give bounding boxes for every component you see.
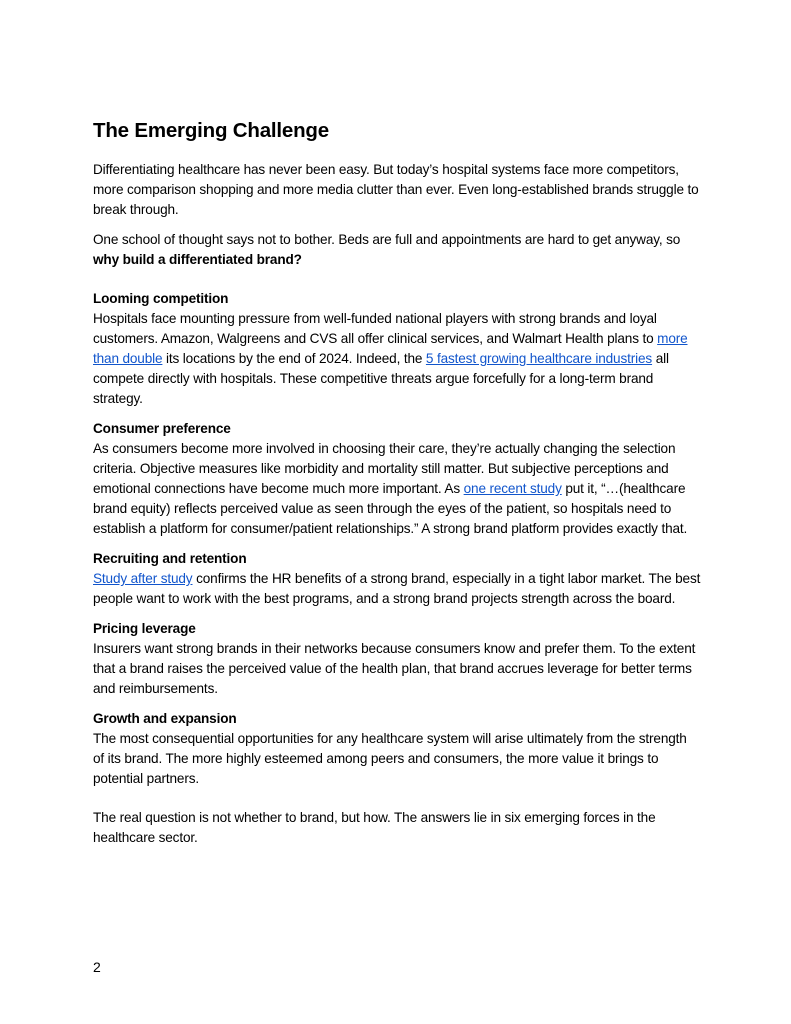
document-body — [93, 114, 713, 848]
text-segment: confirms the HR benefits of a strong brand, especially in a tight labor market. The best — [192, 571, 701, 586]
study-after-study-link[interactable]: Study after study — [93, 571, 193, 586]
text-line: brand equity) reflects perceived value as seen through the eyes of the patient, so hospitals need to — [93, 501, 672, 516]
section-heading: Pricing leverage — [93, 621, 196, 636]
text-segment: all — [652, 351, 669, 366]
text-line — [93, 329, 713, 349]
text-line: Insurers want strong brands in their networks because consumers know and prefer them. To the extent — [93, 641, 696, 656]
text-line: potential partners. — [93, 771, 199, 786]
section-consumer-preference — [93, 419, 713, 539]
text-line: and reimbursements. — [93, 681, 218, 696]
text-line: break through. — [93, 202, 179, 217]
text-line: strategy. — [93, 391, 143, 406]
page-number: 2 — [93, 959, 101, 975]
text-segment: emotional connections have become much more important. As — [93, 481, 464, 496]
bold-question: why build a differentiated brand? — [93, 252, 302, 267]
section-heading: Looming competition — [93, 291, 229, 306]
text-line: The real question is not whether to brand, but how. The answers lie in six emerging forces in the — [93, 810, 656, 825]
text-line: Differentiating healthcare has never been easy. But today’s hospital systems face more competitors, — [93, 162, 679, 177]
text-line: establish a platform for consumer/patient relationships.” A strong brand platform provides exactly that. — [93, 521, 688, 536]
text-line: people want to work with the best programs, and a strong brand projects strength across the board. — [93, 591, 676, 606]
page-title: The Emerging Challenge — [93, 119, 329, 142]
text-line: One school of thought says not to bother. Beds are full and appointments are hard to get anyway, so — [93, 232, 681, 247]
fastest-growing-industries-link[interactable]: 5 fastest growing healthcare industries — [425, 351, 653, 366]
text-line: criteria. Objective measures like morbidity and mortality still matter. But subjective perceptions and — [93, 461, 669, 476]
text-line: Hospitals face mounting pressure from well-funded national players with strong brands and loyal — [93, 311, 657, 326]
text-line — [93, 349, 713, 369]
text-line — [93, 569, 713, 589]
section-heading: Growth and expansion — [93, 711, 237, 726]
text-line: healthcare sector. — [93, 830, 198, 845]
text-line: more comparison shopping and more media clutter than ever. Even long-established brands struggle to — [93, 182, 699, 197]
section-heading: Consumer preference — [93, 421, 231, 436]
section-looming-competition — [93, 289, 713, 409]
text-segment: its locations by the end of 2024. Indeed, the — [162, 351, 426, 366]
closing-paragraph — [93, 808, 713, 848]
text-segment: customers. Amazon, Walgreens and CVS all offer clinical services, and Walmart Health plans to — [93, 331, 658, 346]
text-line: As consumers become more involved in choosing their care, they’re actually changing the selection — [93, 441, 676, 456]
text-line: The most consequential opportunities for any healthcare system will arise ultimately from the strength — [93, 731, 687, 746]
intro-paragraph — [93, 160, 713, 220]
more-than-double-link[interactable]: more — [657, 331, 688, 346]
text-segment: put it, “…(healthcare — [561, 481, 686, 496]
text-line: compete directly with hospitals. These competitive threats argue forcefully for a long-term brand — [93, 371, 654, 386]
text-line — [93, 479, 713, 499]
section-growth-expansion — [93, 709, 713, 789]
section-pricing-leverage — [93, 619, 713, 699]
one-recent-study-link[interactable]: one recent study — [463, 481, 562, 496]
text-line: of its brand. The more highly esteemed among peers and consumers, the more value it brings to — [93, 751, 659, 766]
more-than-double-link-cont[interactable]: than double — [93, 351, 163, 366]
text-line: that a brand raises the perceived value of the health plan, that brand accrues leverage for better terms — [93, 661, 692, 676]
section-heading: Recruiting and retention — [93, 551, 247, 566]
section-recruiting-retention — [93, 549, 713, 609]
school-of-thought-paragraph — [93, 230, 713, 270]
